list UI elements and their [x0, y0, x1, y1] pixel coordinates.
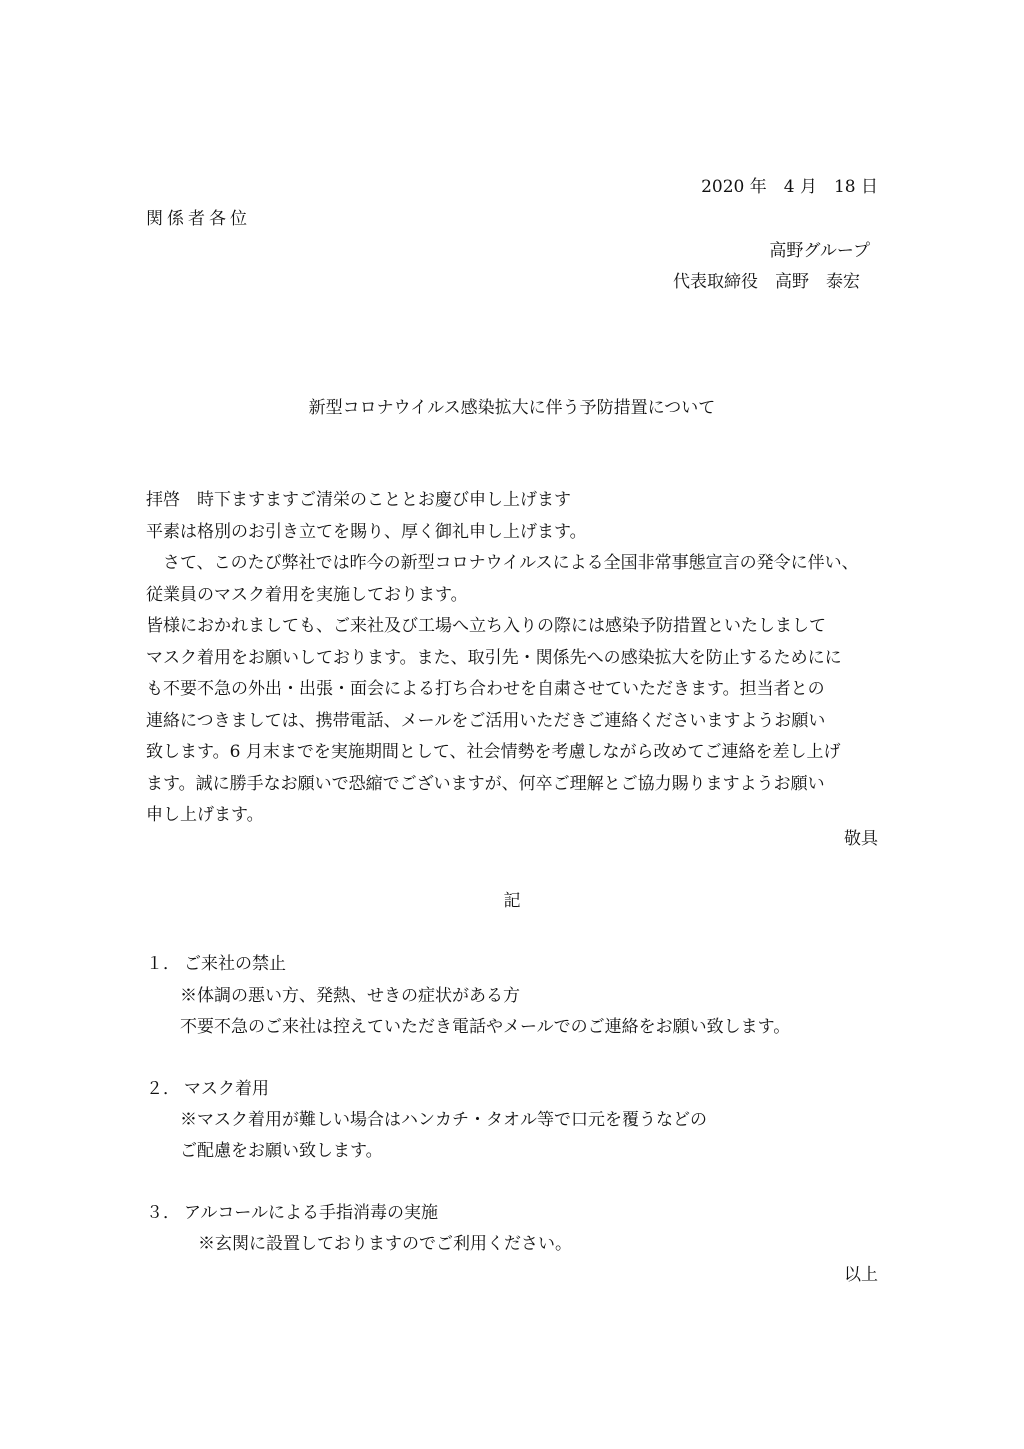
list-item-detail: ※玄関に設置しておりますのでご利用ください。 — [198, 1234, 572, 1254]
ki-heading: 記 — [503, 891, 521, 911]
recipient: 関係者各位 — [146, 209, 251, 229]
list-item-title: アルコールによる手指消毒の実施 — [184, 1203, 438, 1223]
body-text — [146, 485, 880, 832]
list-item-detail: ご配慮をお願い致します。 — [180, 1141, 383, 1161]
sender-representative: 代表取締役 高野 泰宏 — [673, 272, 860, 292]
sender-company: 高野グループ — [769, 241, 870, 261]
closing-ijou: 以上 — [844, 1265, 878, 1285]
body-line: 致します。6 月末までを実施期間として、社会情勢を考慮しながら改めてご連絡を差し上げ — [146, 742, 841, 762]
closing-keigu: 敬具 — [844, 829, 878, 849]
body-line: ます。誠に勝手なお願いで恐縮でございますが、何卒ご理解とご協力賜りますようお願い — [146, 773, 825, 794]
list-item-detail: ※体調の悪い方、発熱、せきの症状がある方 — [180, 986, 520, 1006]
body-line: マスク着用をお願いしております。また、取引先・関係先への感染拡大を防止するためにに — [146, 647, 842, 668]
list-item-number: １． — [146, 954, 180, 974]
body-line: さて、このたび弊社では昨今の新型コロナウイルスによる全国非常事態宣言の発令に伴い、 — [146, 553, 859, 573]
body-line: 連絡につきましては、携帯電話、メールをご活用いただきご連絡くださいますようお願い — [146, 710, 826, 731]
list-item-title: ご来社の禁止 — [184, 954, 286, 974]
list-item-3-heading — [146, 1202, 438, 1224]
body-line: 平素は格別のお引き立てを賜り、厚く御礼申し上げます。 — [146, 521, 587, 542]
body-line: 皆様におかれましても、ご来社及び工場へ立ち入りの際には感染予防措置といたしまして — [146, 616, 826, 636]
list-item-detail: ※マスク着用が難しい場合はハンカチ・タオル等で口元を覆うなどの — [180, 1110, 707, 1130]
body-line: 従業員のマスク着用を実施しております。 — [146, 584, 468, 605]
list-item-detail: 不要不急のご来社は控えていただき電話やメールでのご連絡をお願い致します。 — [180, 1017, 791, 1037]
body-line: も不要不急の外出・出張・面会による打ち合わせを自粛させていただきます。担当者との — [146, 679, 825, 699]
body-line: 申し上げます。 — [146, 805, 264, 825]
body-line: 拝啓 時下ますますご清栄のこととお慶び申し上げます — [146, 490, 571, 510]
list-item-2-heading — [146, 1078, 269, 1100]
list-item-title: マスク着用 — [184, 1079, 269, 1099]
document-title: 新型コロナウイルス感染拡大に伴う予防措置について — [308, 398, 716, 418]
document-date: 2020 年 4 月 18 日 — [701, 177, 878, 197]
list-item-1-heading — [146, 953, 286, 975]
list-item-number: ２． — [146, 1079, 180, 1099]
list-item-number: ３． — [146, 1203, 180, 1223]
